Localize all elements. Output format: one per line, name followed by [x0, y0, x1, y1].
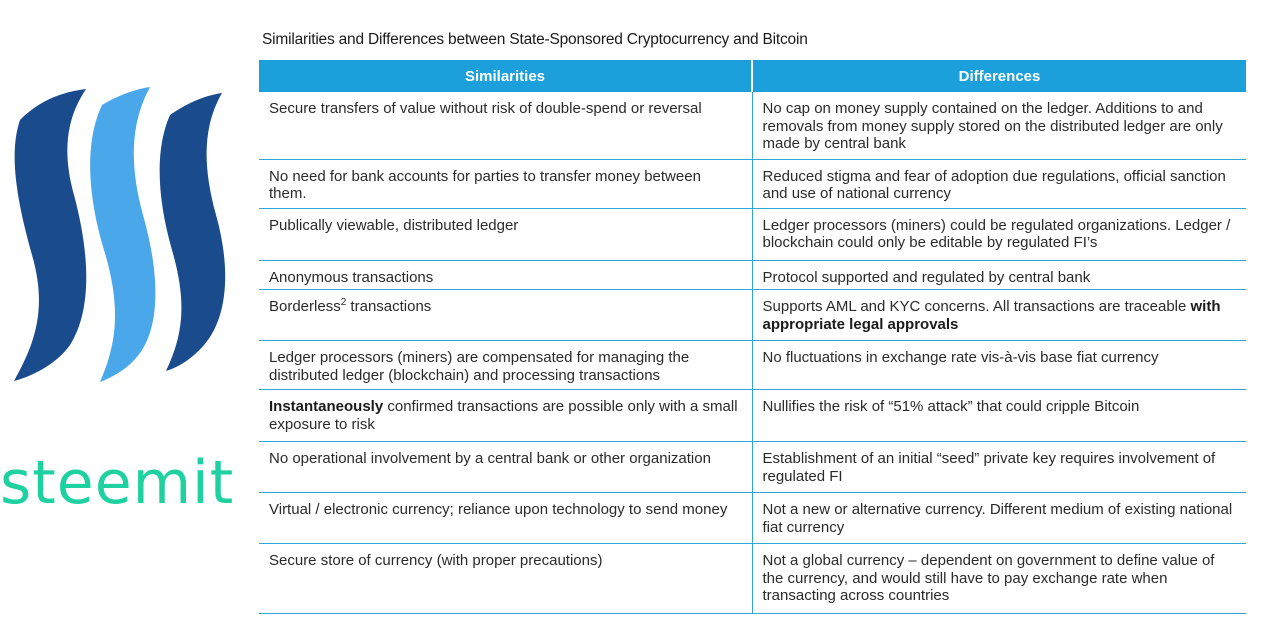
difference-cell: Establishment of an initial “seed” private key requires involvement of regulated FI: [752, 442, 1246, 493]
comparison-table: [259, 60, 1246, 614]
steemit-wave-icon: [0, 85, 270, 385]
difference-cell: Reduced stigma and fear of adoption due regulations, official sanction and use of national currency: [752, 159, 1246, 208]
wave-left: [14, 89, 86, 381]
similarity-cell: Virtual / electronic currency; reliance upon technology to send money: [259, 493, 752, 544]
similarity-cell: [259, 390, 752, 442]
similarities-header: Similarities: [259, 60, 752, 92]
similarity-cell: Secure store of currency (with proper precautions): [259, 544, 752, 614]
steemit-logo: [0, 85, 270, 518]
table-row: [259, 208, 1246, 260]
difference-cell: Not a global currency – dependent on government to define value of the currency, and would still have to pay exchange rate when transacting across countries: [752, 544, 1246, 614]
difference-cell: Ledger processors (miners) could be regulated organizations. Ledger / blockchain could only be editable by regulated FI’s: [752, 208, 1246, 260]
similarity-cell: [259, 290, 752, 341]
table-row: [259, 493, 1246, 544]
similarity-cell: Publically viewable, distributed ledger: [259, 208, 752, 260]
table-title: Similarities and Differences between State-Sponsored Cryptocurrency and Bitcoin: [262, 31, 808, 48]
difference-cell: Not a new or alternative currency. Different medium of existing national fiat currency: [752, 493, 1246, 544]
difference-emphasis: with appropriate legal approvals: [762, 298, 1221, 333]
header-row: [259, 60, 1246, 92]
similarity-cell: Secure transfers of value without risk of double-spend or reversal: [259, 92, 752, 159]
difference-cell: Protocol supported and regulated by central bank: [752, 260, 1246, 290]
wave-middle: [90, 87, 155, 382]
differences-header: Differences: [752, 60, 1246, 92]
table-row: [259, 260, 1246, 290]
difference-cell: No fluctuations in exchange rate vis-à-vis base fiat currency: [752, 341, 1246, 390]
difference-text: Supports AML and KYC concerns. All transactions are traceable: [762, 298, 1191, 315]
similarity-cell: Ledger processors (miners) are compensated for managing the distributed ledger (blockchain) and processing transactions: [259, 341, 752, 390]
similarity-cell: No operational involvement by a central bank or other organization: [259, 442, 752, 493]
difference-cell: Nullifies the risk of “51% attack” that could cripple Bitcoin: [752, 390, 1246, 442]
steemit-wordmark: steemit: [0, 448, 235, 518]
table-row: [259, 390, 1246, 442]
similarity-text: Borderless: [269, 298, 341, 315]
similarity-text: confirmed transactions are possible only with a small exposure to risk: [269, 398, 738, 433]
table-row: [259, 442, 1246, 493]
wave-right: [160, 93, 226, 371]
table-row: [259, 290, 1246, 341]
table-row: [259, 92, 1246, 159]
footnote-marker: 2: [340, 297, 347, 308]
similarity-cell: No need for bank accounts for parties to transfer money between them.: [259, 159, 752, 208]
table-row: [259, 159, 1246, 208]
table-row: [259, 341, 1246, 390]
difference-cell: [752, 290, 1246, 341]
similarity-text: transactions: [346, 298, 432, 315]
table-row: [259, 544, 1246, 614]
similarity-cell: Anonymous transactions: [259, 260, 752, 290]
difference-cell: No cap on money supply contained on the ledger. Additions to and removals from money supply stored on the distributed ledger are only made by central bank: [752, 92, 1246, 159]
similarity-emphasis: Instantaneously: [269, 398, 384, 415]
